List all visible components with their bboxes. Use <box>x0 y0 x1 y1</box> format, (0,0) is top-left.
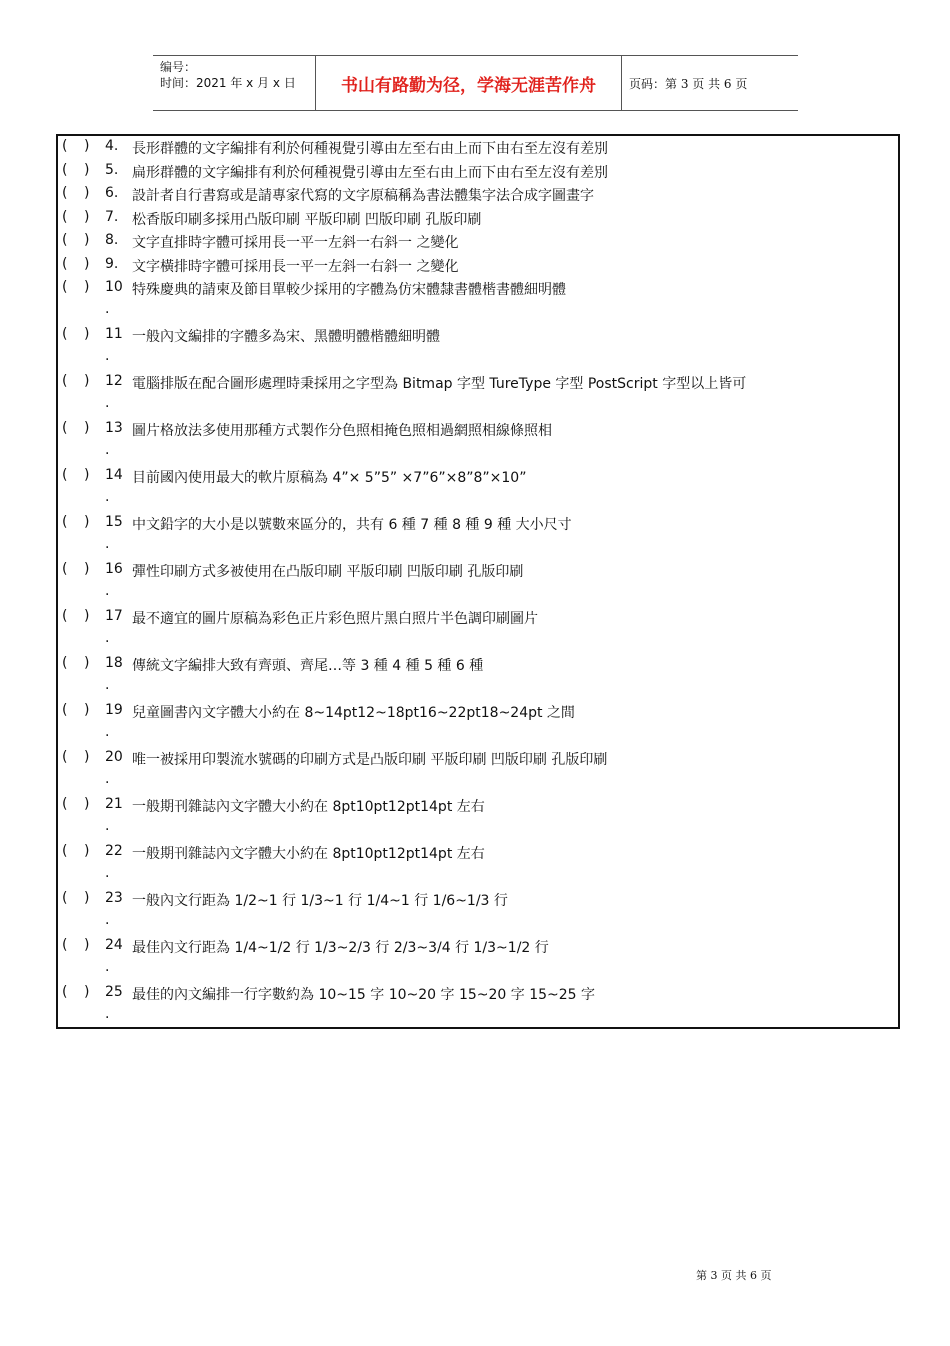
question-text: 一般期刊雜誌內文字體大小約在 8pt10pt12pt14pt 左右 <box>132 846 485 862</box>
question-text: 特殊慶典的請柬及節目單較少採用的字體為仿宋體隸書體楷書體細明體 <box>132 282 566 298</box>
question-row <box>58 841 898 865</box>
question-number: 10 <box>105 279 123 295</box>
question-number: 7. <box>105 208 119 225</box>
header-meta <box>153 56 316 110</box>
page-footer: 第 3 页 共 6 页 <box>696 1269 772 1282</box>
question-number: 12 <box>105 373 123 389</box>
question-row <box>58 747 898 771</box>
question-number: 6. <box>105 185 119 201</box>
question-dot-line <box>58 771 898 795</box>
question-text: 最佳的內文編排一行字數約為 10~15 字 10~20 字 15~20 字 15~25 字 <box>132 987 596 1003</box>
answer-paren-close: ) <box>84 467 90 483</box>
question-row <box>58 888 898 912</box>
question-number: 19 <box>105 702 123 718</box>
question-row <box>58 277 898 301</box>
question-number: 8. <box>105 232 119 248</box>
answer-paren-close: ) <box>84 702 90 718</box>
question-dot-line <box>58 301 898 325</box>
number-label: 编号： <box>160 60 197 74</box>
question-box <box>56 134 900 1029</box>
answer-paren-open: ( <box>62 984 68 1000</box>
question-dot-line <box>58 630 898 654</box>
question-dot-line <box>58 489 898 513</box>
question-row <box>58 160 898 184</box>
header-motto: 书山有路勤为径，学海无涯苦作舟 <box>316 56 622 110</box>
answer-paren-open: ( <box>62 373 68 389</box>
question-text: 圖片格放法多使用那種方式製作分色照相掩色照相過網照相線條照相 <box>132 423 552 439</box>
question-dot-line <box>58 912 898 936</box>
question-row <box>58 700 898 724</box>
question-dot: . <box>105 582 110 599</box>
question-dot-line <box>58 865 898 889</box>
question-dot-line <box>58 395 898 419</box>
answer-paren-open: ( <box>62 843 68 859</box>
answer-paren-open: ( <box>62 255 68 272</box>
question-number: 15 <box>105 514 123 530</box>
answer-paren-close: ) <box>84 326 90 342</box>
answer-paren-close: ) <box>84 796 90 812</box>
question-dot-line <box>58 348 898 372</box>
question-text: 一般內文編排的字體多為宋、黑體明體楷體細明體 <box>132 329 440 345</box>
question-number: 17 <box>105 608 123 624</box>
question-number: 18 <box>105 655 123 671</box>
question-dot: . <box>105 911 110 928</box>
question-number: 9. <box>105 255 119 272</box>
answer-paren-open: ( <box>62 937 68 953</box>
question-number: 21 <box>105 796 123 812</box>
question-dot-line <box>58 442 898 466</box>
answer-paren-close: ) <box>84 890 90 906</box>
question-text: 設計者自行書寫或是請專家代寫的文字原稿稱為書法體集字法合成字圖畫字 <box>132 188 594 204</box>
answer-paren-open: ( <box>62 420 68 436</box>
question-text: 中文鉛字的大小是以號數來區分的，共有 6 種 7 種 8 種 9 種 大小尺寸 <box>132 517 572 533</box>
question-text: 彈性印刷方式多被使用在凸版印刷 平版印刷 凹版印刷 孔版印刷 <box>132 564 524 580</box>
answer-paren-close: ) <box>84 608 90 624</box>
question-dot: . <box>105 394 110 411</box>
answer-paren-close: ) <box>84 279 90 295</box>
question-dot-line <box>58 959 898 983</box>
question-dot: . <box>105 488 110 505</box>
question-dot: . <box>105 676 110 693</box>
question-text: 一般內文行距為 1/2~1 行 1/3~1 行 1/4~1 行 1/6~1/3 行 <box>132 893 508 909</box>
answer-paren-open: ( <box>62 514 68 530</box>
answer-paren-close: ) <box>84 984 90 1000</box>
question-number: 22 <box>105 843 123 859</box>
answer-paren-open: ( <box>62 655 68 671</box>
answer-paren-open: ( <box>62 749 68 765</box>
answer-paren-close: ) <box>84 843 90 859</box>
question-dot: . <box>105 347 110 364</box>
question-text: 最不適宜的圖片原稿為彩色正片彩色照片黑白照片半色調印刷圖片 <box>132 611 538 627</box>
question-number: 23 <box>105 890 123 906</box>
question-dot-line <box>58 536 898 560</box>
question-number: 20 <box>105 749 123 765</box>
question-row <box>58 794 898 818</box>
answer-paren-open: ( <box>62 796 68 812</box>
answer-paren-close: ) <box>84 561 90 577</box>
question-dot: . <box>105 958 110 975</box>
question-row <box>58 606 898 630</box>
question-number: 5. <box>105 161 119 178</box>
question-text: 傳統文字編排大致有齊頭、齊尾…等 3 種 4 種 5 種 6 種 <box>132 658 484 674</box>
answer-paren-close: ) <box>84 937 90 953</box>
answer-paren-close: ) <box>84 514 90 530</box>
question-text: 文字直排時字體可採用長一平一左斜一右斜一 之變化 <box>132 235 459 251</box>
question-row <box>58 559 898 583</box>
answer-paren-open: ( <box>62 138 68 154</box>
question-row <box>58 136 898 160</box>
answer-paren-open: ( <box>62 161 68 178</box>
question-row <box>58 418 898 442</box>
question-row <box>58 183 898 207</box>
answer-paren-open: ( <box>62 208 68 225</box>
question-number: 14 <box>105 467 123 483</box>
question-row <box>58 371 898 395</box>
question-text: 長形群體的文字編排有利於何種視覺引導由左至右由上而下由右至左沒有差別 <box>132 141 608 157</box>
question-text: 最佳內文行距為 1/4~1/2 行 1/3~2/3 行 2/3~3/4 行 1/3~1/2 行 <box>132 940 549 956</box>
question-text: 扁形群體的文字編排有利於何種視覺引導由左至右由上而下由右至左沒有差別 <box>132 164 608 181</box>
answer-paren-open: ( <box>62 890 68 906</box>
answer-paren-close: ) <box>84 373 90 389</box>
answer-paren-open: ( <box>62 702 68 718</box>
question-row <box>58 982 898 1006</box>
answer-paren-open: ( <box>62 467 68 483</box>
answer-paren-open: ( <box>62 232 68 248</box>
question-text: 文字橫排時字體可採用長一平一左斜一右斜一 之變化 <box>132 258 459 275</box>
answer-paren-close: ) <box>84 232 90 248</box>
question-text: 兒童圖書內文字體大小約在 8~14pt12~18pt16~22pt18~24pt 之間 <box>132 705 575 721</box>
question-text: 一般期刊雜誌內文字體大小約在 8pt10pt12pt14pt 左右 <box>132 799 485 815</box>
question-number: 16 <box>105 561 123 577</box>
question-number: 25 <box>105 984 123 1000</box>
question-row <box>58 465 898 489</box>
answer-paren-close: ) <box>84 138 90 154</box>
question-dot: . <box>105 770 110 787</box>
header-page-info: 页码：第 3 页 共 6 页 <box>629 76 748 91</box>
answer-paren-close: ) <box>84 161 90 178</box>
answer-paren-open: ( <box>62 561 68 577</box>
question-number: 4. <box>105 138 119 154</box>
question-dot: . <box>105 864 110 881</box>
question-dot: . <box>105 723 110 740</box>
question-dot: . <box>105 817 110 834</box>
answer-paren-close: ) <box>84 655 90 671</box>
question-number: 24 <box>105 937 123 953</box>
question-text: 電腦排版在配合圖形處理時秉採用之字型為 Bitmap 字型 TureType 字型 PostScript 字型以上皆可 <box>132 376 747 392</box>
question-text: 松香版印刷多採用凸版印刷 平版印刷 凹版印刷 孔版印刷 <box>132 211 482 228</box>
question-row <box>58 653 898 677</box>
question-row <box>58 230 898 254</box>
question-number: 13 <box>105 420 123 436</box>
answer-paren-open: ( <box>62 326 68 342</box>
question-dot: . <box>105 1005 110 1022</box>
question-dot-line <box>58 1006 898 1030</box>
question-row <box>58 935 898 959</box>
question-dot: . <box>105 300 110 317</box>
question-dot-line <box>58 724 898 748</box>
question-row <box>58 512 898 536</box>
question-text: 唯一被採用印製流水號碼的印刷方式是凸版印刷 平版印刷 凹版印刷 孔版印刷 <box>132 752 608 768</box>
answer-paren-open: ( <box>62 279 68 295</box>
question-dot: . <box>105 535 110 552</box>
page-header <box>153 55 798 111</box>
question-row <box>58 324 898 348</box>
answer-paren-close: ) <box>84 255 90 272</box>
question-dot: . <box>105 441 110 458</box>
answer-paren-open: ( <box>62 185 68 201</box>
question-dot-line <box>58 677 898 701</box>
question-dot-line <box>58 818 898 842</box>
answer-paren-close: ) <box>84 208 90 225</box>
question-number: 11 <box>105 326 123 342</box>
answer-paren-close: ) <box>84 185 90 201</box>
question-row <box>58 207 898 231</box>
question-dot: . <box>105 629 110 646</box>
question-text: 目前國內使用最大的軟片原稿為 4”× 5”5” ×7”6”×8”8”×10” <box>132 470 527 486</box>
answer-paren-close: ) <box>84 420 90 436</box>
question-row <box>58 254 898 278</box>
answer-paren-close: ) <box>84 749 90 765</box>
answer-paren-open: ( <box>62 608 68 624</box>
time-label: 时间：2021 年 x 月 x 日 <box>160 76 296 90</box>
question-dot-line <box>58 583 898 607</box>
